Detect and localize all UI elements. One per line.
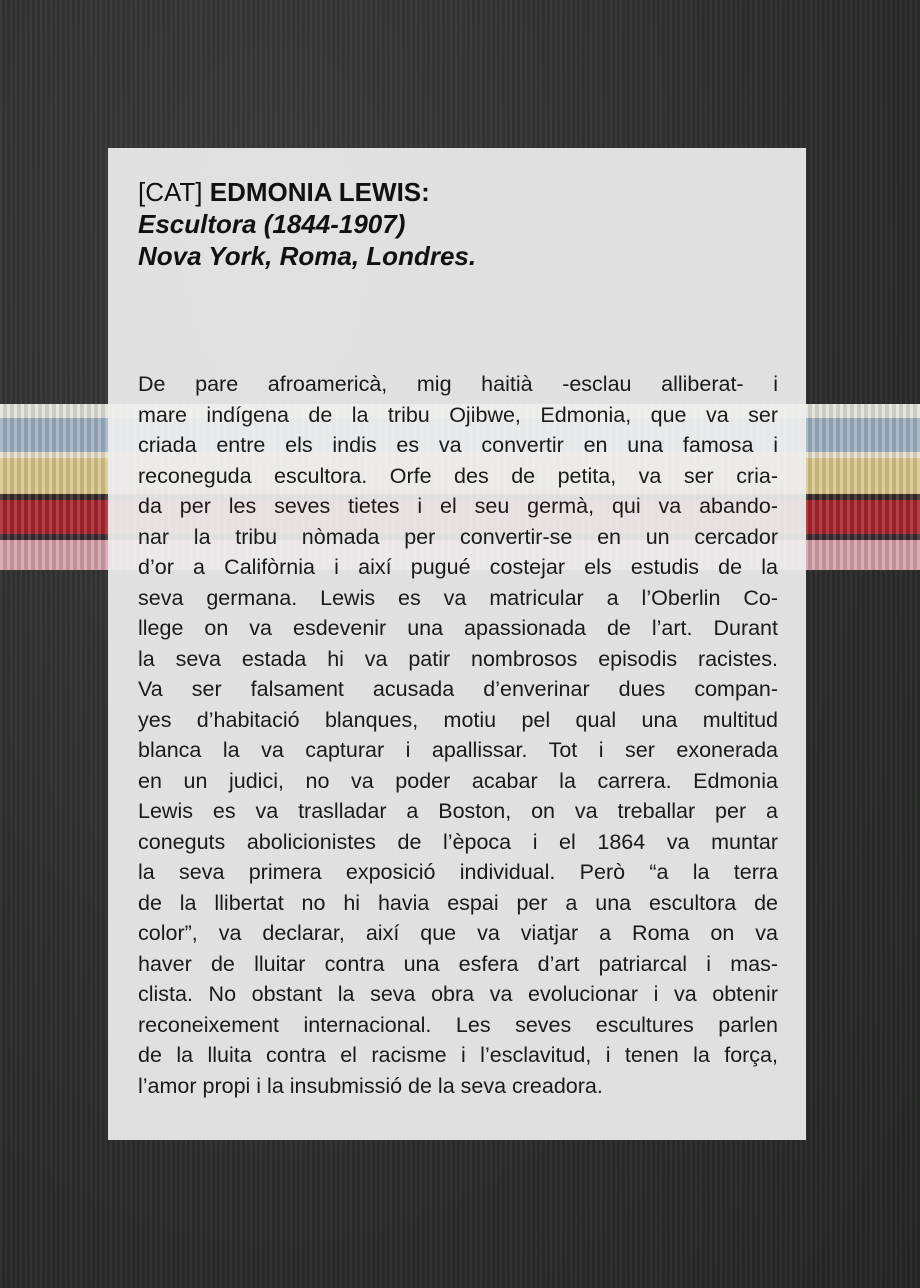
text-line: haver de lluitar contra una esfera d’art patriarcal i mas-: [138, 951, 778, 976]
text-line: mare indígena de la tribu Ojibwe, Edmonia, que va ser: [138, 402, 778, 427]
person-name: EDMONIA LEWIS:: [209, 177, 430, 207]
language-tag: [CAT]: [138, 177, 203, 207]
text-line: criada entre els indis es va convertir en una famosa i: [138, 433, 778, 457]
text-line: llege on va esdevenir una apassionada de l’art. Durant: [138, 616, 778, 640]
text-line: d’or a Califòrnia i així pugué costejar els estudis de la: [138, 555, 778, 579]
text-line: blanca la va capturar i apallissar. Tot i ser exonerada: [138, 738, 778, 762]
text-line: Lewis es va traslladar a Boston, on va treballar per a: [138, 799, 778, 823]
text-line: clista. No obstant la seva obra va evolucionar i va obtenir: [138, 982, 778, 1006]
text-line: reconeixement internacional. Les seves escultures parlen: [138, 1012, 778, 1037]
heading: [138, 176, 778, 272]
text-line: yes d’habitació blanques, motiu pel qual una multitud: [138, 707, 778, 732]
text-line: Va ser falsament acusada d’enverinar dues compan-: [138, 677, 778, 701]
biography-text: [138, 369, 778, 1101]
text-line: seva germana. Lewis es va matricular a l’Oberlin Co-: [138, 585, 778, 610]
text-line: la seva estada hi va patir nombrosos episodis racistes.: [138, 646, 778, 671]
subtitle-places: Nova York, Roma, Londres.: [138, 241, 477, 271]
text-line: da per les seves tietes i el seu germà, qui va abando-: [138, 494, 778, 518]
text-line: de la lluita contra el racisme i l’esclavitud, i tenen la força,: [138, 1043, 778, 1067]
text-line: nar la tribu nòmada per convertir-se en un cercador: [138, 524, 778, 549]
text-line: la seva primera exposició individual. Però “a la terra: [138, 860, 778, 884]
subtitle-profession: Escultora (1844-1907): [138, 209, 406, 239]
text-line: De pare afroamericà, mig haitià -esclau alliberat- i: [138, 372, 778, 396]
text-line: color”, va declarar, així que va viatjar a Roma on va: [138, 921, 778, 945]
text-line: coneguts abolicionistes de l’època i el 1864 va muntar: [138, 829, 778, 854]
text-line: de la llibertat no hi havia espai per a una escultora de: [138, 890, 778, 915]
text-line: reconeguda escultora. Orfe des de petita, va ser cria-: [138, 463, 778, 488]
text-line: l’amor propi i la insubmissió de la seva creadora.: [138, 1073, 603, 1098]
text-card: [108, 148, 806, 1140]
text-line: en un judici, no va poder acabar la carrera. Edmonia: [138, 768, 778, 793]
